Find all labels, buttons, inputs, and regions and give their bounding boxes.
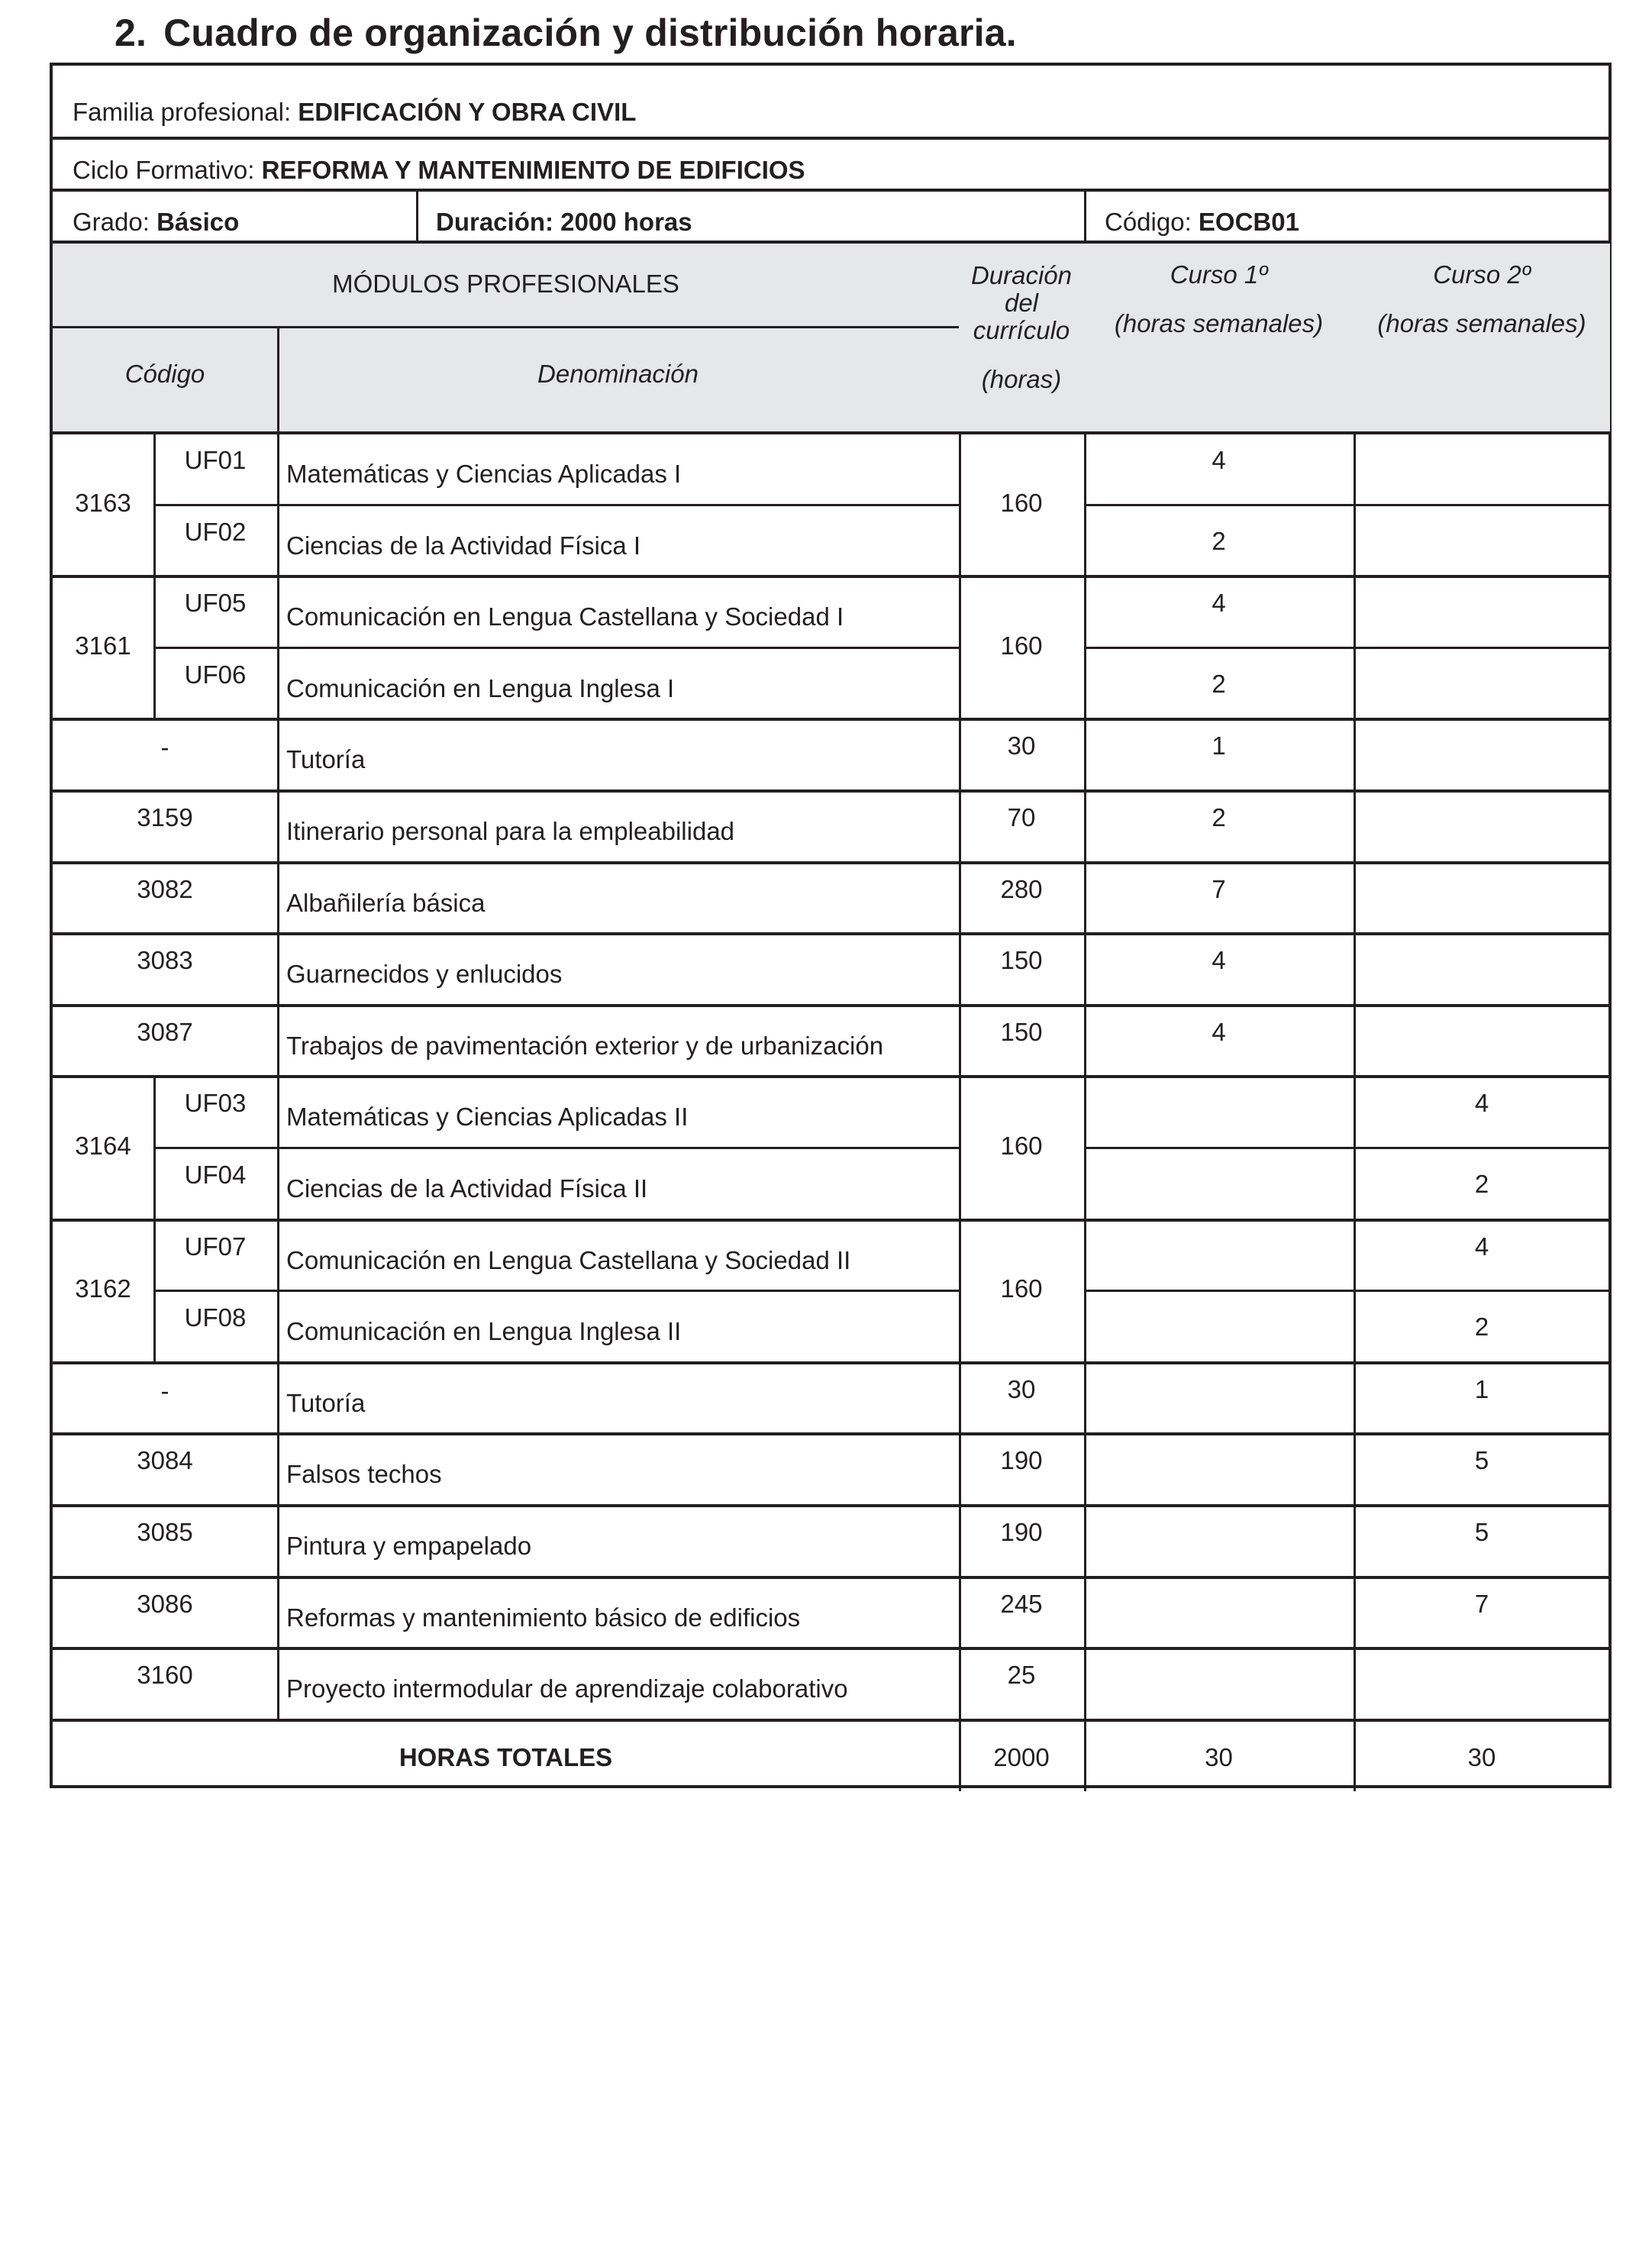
uf-code: UF03 bbox=[184, 1089, 247, 1118]
curso2-header-line: (horas semanales) bbox=[1377, 308, 1586, 337]
grado-value: Básico bbox=[156, 208, 240, 236]
codigo-value: EOCB01 bbox=[1198, 208, 1299, 236]
module-code: - bbox=[160, 733, 169, 762]
divider bbox=[1084, 647, 1610, 649]
ciclo-label: Ciclo Formativo: bbox=[73, 156, 255, 184]
codigo-label: Código: bbox=[1105, 208, 1192, 236]
curso1-hours: 2 bbox=[1212, 669, 1226, 698]
curso1-hours: 1 bbox=[1212, 731, 1226, 760]
divider bbox=[53, 241, 1610, 244]
duration-hours: 280 bbox=[1000, 874, 1043, 903]
curso2-header bbox=[1354, 260, 1610, 338]
divider bbox=[53, 1576, 1610, 1579]
divider bbox=[1084, 1290, 1610, 1292]
divider bbox=[153, 647, 959, 649]
duracion-header-line: (horas) bbox=[981, 365, 1062, 393]
curso2-hours: 2 bbox=[1474, 1313, 1489, 1342]
grado-field bbox=[73, 208, 239, 237]
familia-value: EDIFICACIÓN Y OBRA CIVIL bbox=[298, 98, 637, 126]
grado-label: Grado: bbox=[73, 208, 150, 236]
divider bbox=[53, 1004, 1610, 1007]
divider bbox=[53, 575, 1610, 578]
uf-code: UF04 bbox=[184, 1161, 247, 1189]
ciclo-field bbox=[73, 156, 805, 185]
module-name: Comunicación en Lengua Castellana y Sociedad I bbox=[286, 602, 844, 631]
familia-field bbox=[73, 98, 636, 127]
curso1-hours: 4 bbox=[1212, 946, 1226, 975]
ciclo-value: REFORMA Y MANTENIMIENTO DE EDIFICIOS bbox=[261, 156, 805, 184]
uf-code: UF07 bbox=[184, 1232, 247, 1261]
modulos-header: MÓDULOS PROFESIONALES bbox=[332, 270, 679, 298]
curso2-hours: 5 bbox=[1474, 1518, 1489, 1546]
curso1-hours: 4 bbox=[1212, 589, 1226, 618]
module-code: 3083 bbox=[137, 946, 193, 975]
divider bbox=[153, 1290, 959, 1292]
module-code: 3160 bbox=[137, 1661, 193, 1690]
module-name: Proyecto intermodular de aprendizaje colaborativo bbox=[286, 1674, 848, 1703]
curso2-hours: 2 bbox=[1474, 1170, 1489, 1198]
divider bbox=[53, 718, 1610, 721]
familia-label: Familia profesional: bbox=[73, 98, 292, 126]
divider bbox=[53, 1647, 1610, 1650]
duracion-field: Duración: 2000 horas bbox=[436, 208, 692, 236]
uf-code: UF02 bbox=[184, 517, 247, 546]
module-name: Tutoría bbox=[286, 745, 366, 774]
divider bbox=[53, 1075, 1610, 1078]
curso1-hours: 2 bbox=[1212, 803, 1226, 831]
curso1-hours: 4 bbox=[1212, 446, 1226, 474]
module-code: 3159 bbox=[137, 803, 193, 831]
module-name: Reformas y mantenimiento básico de edificios bbox=[286, 1603, 801, 1632]
duracion-header bbox=[959, 260, 1084, 395]
divider bbox=[416, 189, 418, 242]
curso1-header bbox=[1084, 260, 1354, 338]
divider bbox=[53, 1219, 1610, 1222]
duration-hours: 190 bbox=[1000, 1518, 1043, 1546]
divider bbox=[53, 1504, 1610, 1507]
module-code: 3163 bbox=[75, 488, 131, 517]
duration-hours: 160 bbox=[1000, 1274, 1043, 1303]
divider bbox=[1084, 189, 1086, 242]
schedule-table bbox=[50, 63, 1612, 1788]
module-name: Matemáticas y Ciencias Aplicadas II bbox=[286, 1103, 689, 1132]
divider bbox=[53, 861, 1610, 864]
module-code: 3085 bbox=[137, 1518, 193, 1546]
divider bbox=[53, 431, 1610, 434]
duration-hours: 190 bbox=[1000, 1446, 1043, 1475]
divider bbox=[53, 326, 959, 328]
curso1-header-line: Curso 1º bbox=[1170, 260, 1268, 289]
duracion-header-line: del bbox=[1004, 289, 1039, 317]
module-name: Ciencias de la Actividad Física I bbox=[286, 531, 641, 560]
denominacion-header: Denominación bbox=[537, 360, 699, 388]
duration-hours: 30 bbox=[1007, 1374, 1036, 1403]
module-code: 3164 bbox=[75, 1132, 131, 1160]
codigo-field bbox=[1105, 208, 1299, 237]
curso1-hours: 4 bbox=[1212, 1017, 1226, 1046]
curso1-hours: 7 bbox=[1212, 874, 1226, 903]
totals-curso1: 30 bbox=[1205, 1742, 1233, 1771]
curso2-hours: 1 bbox=[1474, 1374, 1489, 1403]
divider bbox=[53, 1361, 1610, 1364]
duration-hours: 160 bbox=[1000, 631, 1043, 660]
divider bbox=[153, 1147, 959, 1149]
uf-code: UF08 bbox=[184, 1303, 247, 1332]
section-number: 2. bbox=[115, 11, 147, 54]
divider bbox=[1084, 1147, 1610, 1149]
module-name: Pintura y empapelado bbox=[286, 1532, 532, 1560]
codigo-header: Código bbox=[124, 360, 205, 388]
duration-hours: 245 bbox=[1000, 1589, 1043, 1618]
module-name: Matemáticas y Ciencias Aplicadas I bbox=[286, 460, 682, 488]
curso1-header-line: (horas semanales) bbox=[1114, 308, 1324, 337]
duration-hours: 150 bbox=[1000, 946, 1043, 975]
duration-hours: 25 bbox=[1007, 1661, 1036, 1690]
totals-curso2: 30 bbox=[1467, 1742, 1496, 1771]
module-name: Trabajos de pavimentación exterior y de urbanización bbox=[286, 1031, 884, 1060]
duration-hours: 160 bbox=[1000, 488, 1043, 517]
module-name: Ciencias de la Actividad Física II bbox=[286, 1174, 648, 1203]
module-name: Albañilería básica bbox=[286, 888, 486, 917]
divider bbox=[53, 789, 1610, 793]
module-name: Itinerario personal para la empleabilidad bbox=[286, 817, 735, 845]
divider bbox=[153, 504, 959, 506]
curso2-hours: 5 bbox=[1474, 1446, 1489, 1475]
module-code: - bbox=[160, 1376, 169, 1405]
curso2-header-line: Curso 2º bbox=[1433, 260, 1531, 289]
module-code: 3161 bbox=[75, 631, 131, 660]
duration-hours: 160 bbox=[1000, 1132, 1043, 1160]
module-name: Guarnecidos y enlucidos bbox=[286, 960, 563, 989]
divider bbox=[1084, 434, 1086, 1791]
divider bbox=[53, 1719, 1610, 1722]
duration-hours: 30 bbox=[1007, 731, 1036, 760]
module-code: 3084 bbox=[137, 1446, 193, 1475]
divider bbox=[53, 1432, 1610, 1435]
curso1-hours: 2 bbox=[1212, 526, 1226, 555]
module-code: 3082 bbox=[137, 874, 193, 903]
module-code: 3087 bbox=[137, 1017, 193, 1046]
duration-hours: 70 bbox=[1007, 803, 1036, 831]
duracion-header-line: Duración bbox=[970, 261, 1073, 289]
module-name: Comunicación en Lengua Inglesa I bbox=[286, 673, 675, 702]
divider bbox=[53, 932, 1610, 935]
module-name: Tutoría bbox=[286, 1388, 366, 1417]
uf-code: UF05 bbox=[184, 589, 247, 618]
page-title bbox=[115, 11, 1017, 55]
divider bbox=[53, 137, 1610, 140]
module-code: 3086 bbox=[137, 1589, 193, 1618]
totals-label: HORAS TOTALES bbox=[398, 1742, 613, 1771]
uf-code: UF01 bbox=[184, 446, 247, 474]
curso2-hours: 7 bbox=[1474, 1589, 1489, 1618]
module-name: Falsos techos bbox=[286, 1460, 442, 1489]
module-name: Comunicación en Lengua Castellana y Sociedad II bbox=[286, 1245, 851, 1274]
uf-code: UF06 bbox=[184, 660, 247, 689]
module-code: 3162 bbox=[75, 1274, 131, 1303]
curso2-hours: 4 bbox=[1474, 1089, 1489, 1118]
divider bbox=[1084, 504, 1610, 506]
divider bbox=[53, 189, 1610, 192]
duration-hours: 150 bbox=[1000, 1017, 1043, 1046]
module-name: Comunicación en Lengua Inglesa II bbox=[286, 1317, 682, 1346]
totals-hours: 2000 bbox=[993, 1742, 1050, 1771]
section-title: Cuadro de organización y distribución horaria. bbox=[163, 11, 1017, 54]
duracion-header-line: currículo bbox=[973, 316, 1070, 344]
curso2-hours: 4 bbox=[1474, 1232, 1489, 1261]
